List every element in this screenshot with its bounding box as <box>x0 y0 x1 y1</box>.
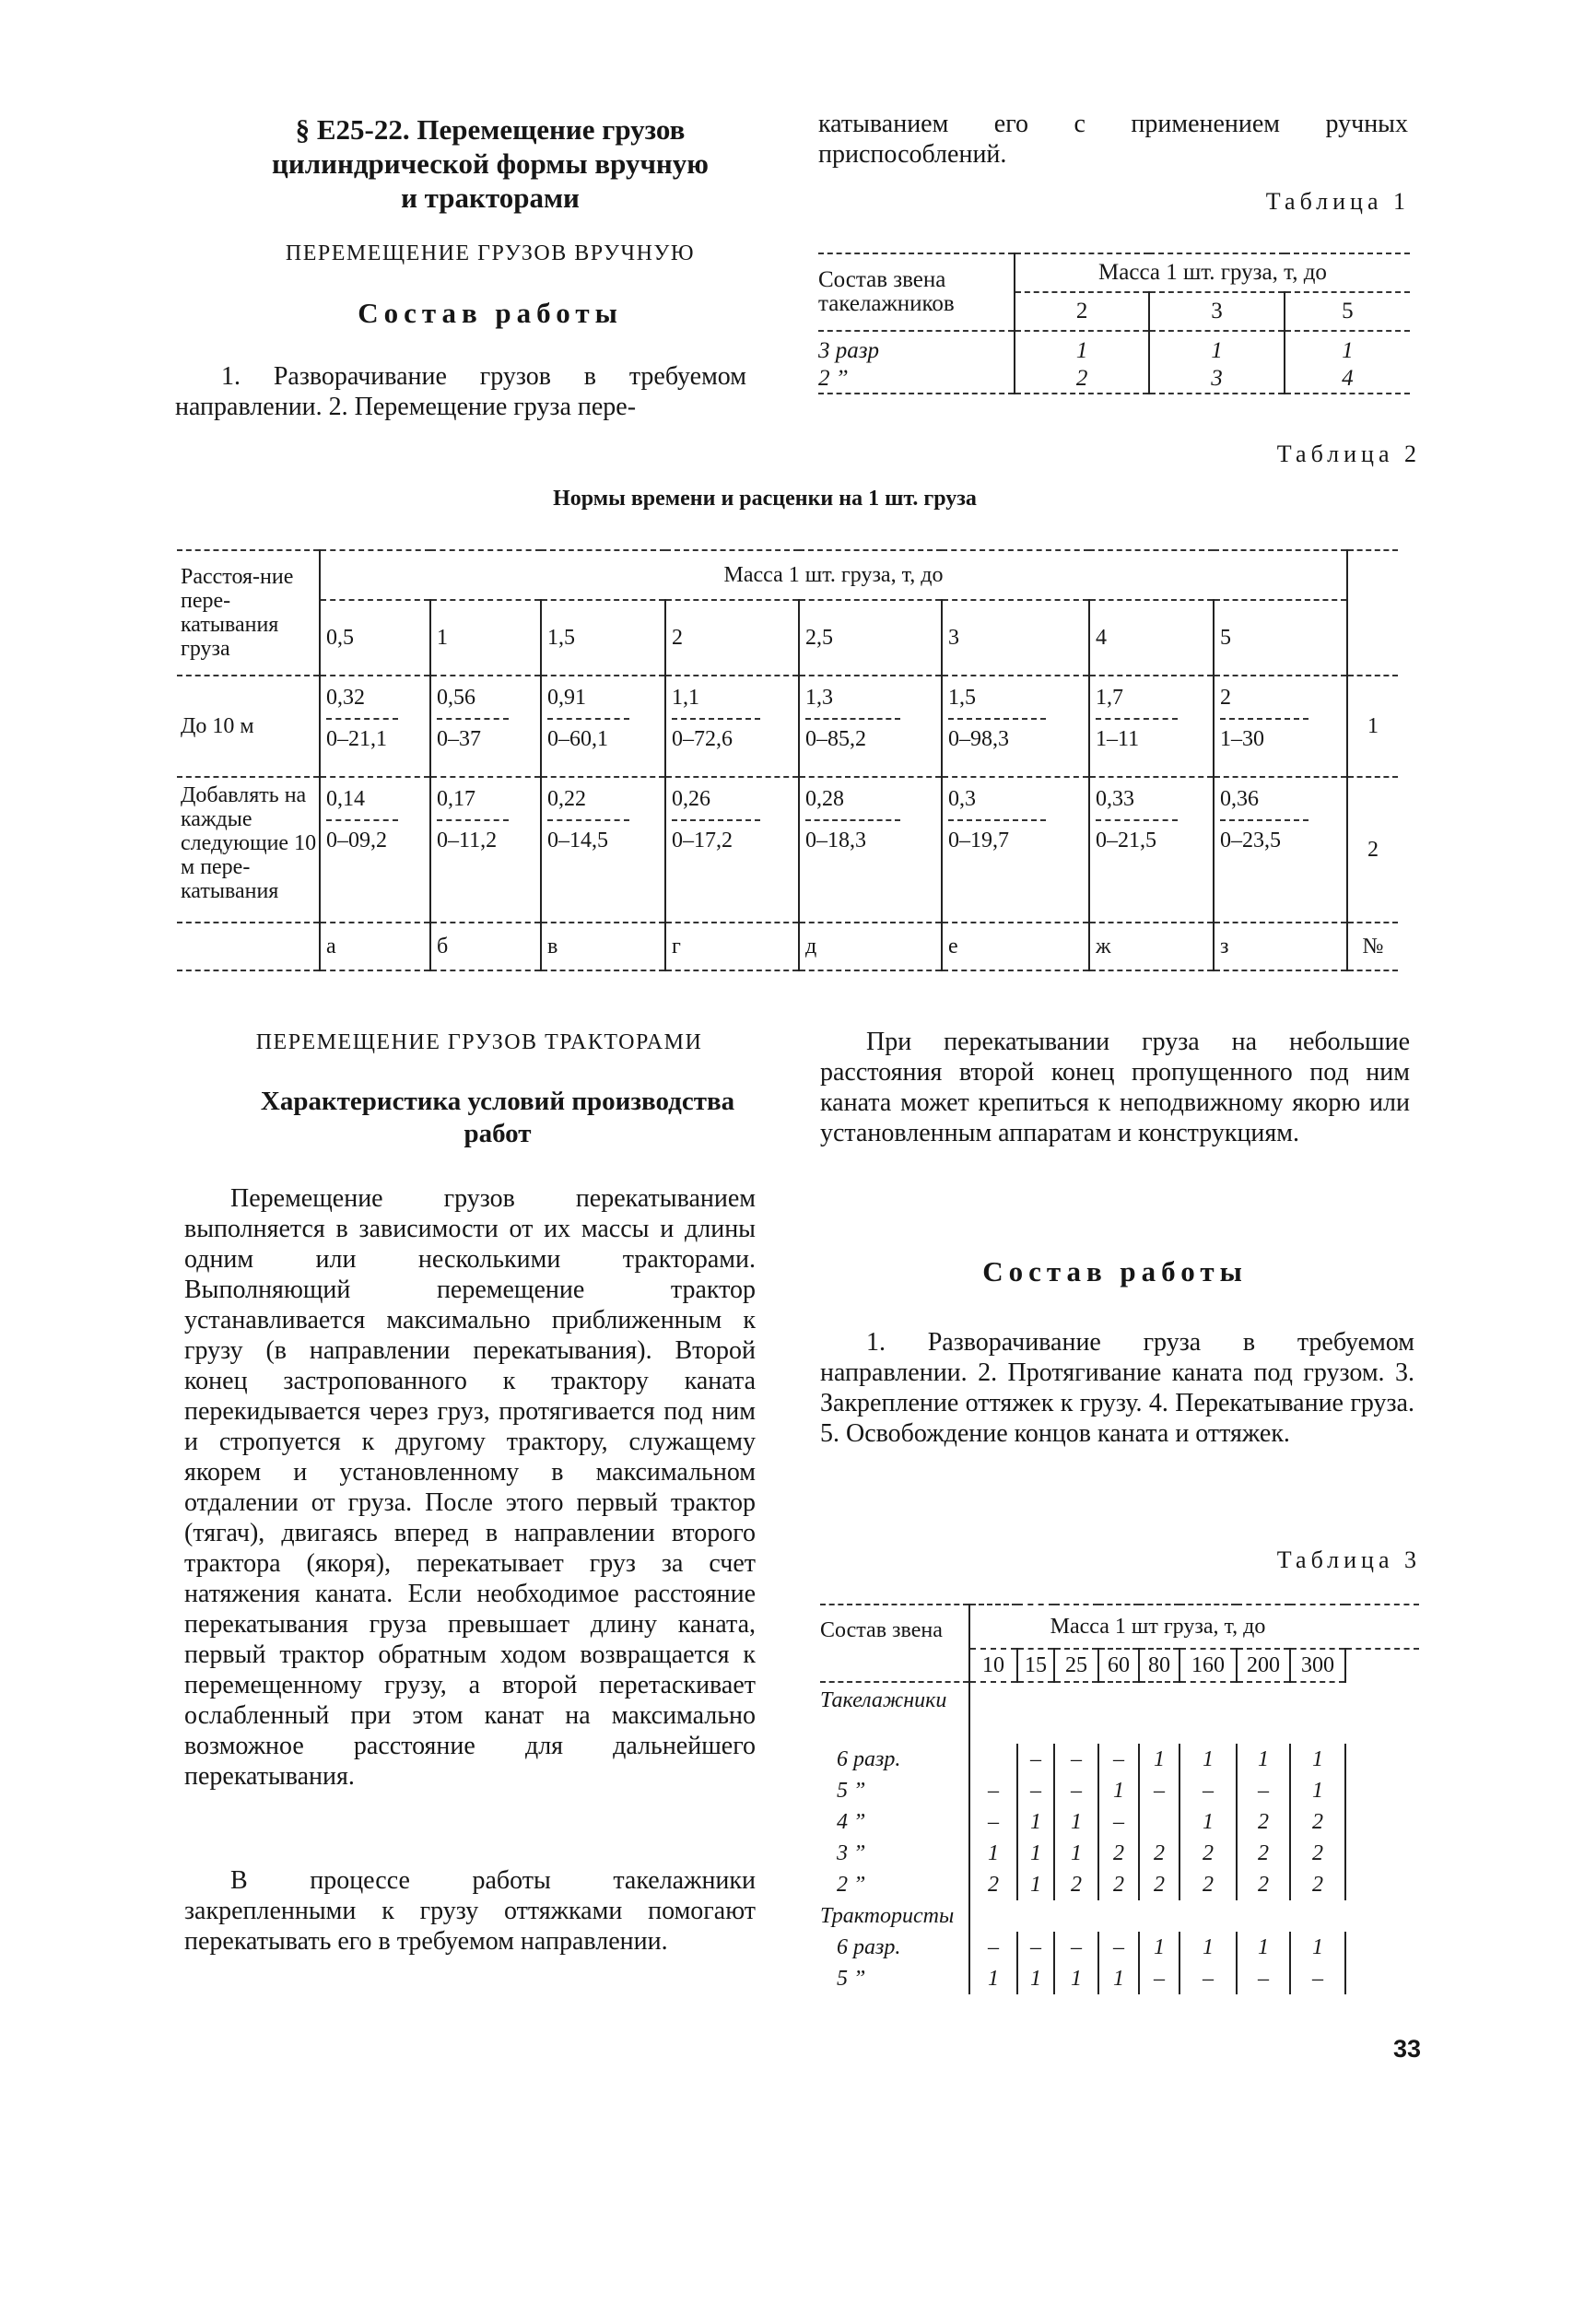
table3-cell: – <box>1139 1963 1179 1994</box>
table3-cell: – <box>1017 1775 1054 1806</box>
table2-col-letter: в <box>541 923 665 970</box>
table2-rate: 0–21,1 <box>326 727 387 751</box>
section-title-line-2: цилиндрической формы вручную <box>272 147 709 180</box>
table3-mass: 25 <box>1054 1649 1098 1682</box>
section-title-line-3: и тракторами <box>401 182 580 214</box>
table3-row-pad <box>1345 1775 1419 1806</box>
table3-row-pad <box>1345 1806 1419 1838</box>
table2-mass: 5 <box>1214 600 1347 676</box>
tractors-paragraph-3: При перекатывании груза на небольшие расстояния второй конец пропущенного под ним каната может крепиться к неподвижному якорю или установленным аппаратам и конструкциям. <box>820 1028 1410 1147</box>
table3-cell: 1 <box>1054 1806 1098 1838</box>
table3-cell: 1 <box>1017 1869 1054 1900</box>
manual-work-text-cont: катыванием его с применением ручных приспособлений. <box>818 110 1408 169</box>
table2-rate: 0–37 <box>437 727 481 751</box>
table2-time-norm: 0,22 <box>547 783 629 821</box>
table3-mass-pad <box>1345 1649 1419 1682</box>
table3-cell: 1 <box>1290 1744 1345 1775</box>
table2-time-norm: 0,28 <box>805 783 900 821</box>
table3-mass-header: Масса 1 шт груза, т, до <box>969 1605 1345 1649</box>
table3-cell: 1 <box>1290 1775 1345 1806</box>
table3-row-pad <box>1345 1869 1419 1900</box>
tractors-work-text: 1. Разворачивание груза в требуемом направлении. 2. Протягивание каната под грузом. 3. Закрепление оттяжек к грузу. 4. Перекатывание груза. 5. Освобождение концов каната и оттяжек. <box>820 1328 1414 1448</box>
table1-label: Таблица 1 <box>1265 188 1410 215</box>
table2-cell <box>1089 676 1214 777</box>
table3-cell: 2 <box>1237 1869 1290 1900</box>
table2-mass: 0,5 <box>320 600 430 676</box>
table2-rate: 0–14,5 <box>547 829 608 852</box>
table3-cell: 2 <box>1139 1838 1179 1869</box>
table3-row-pad <box>1345 1932 1419 1963</box>
table2-rate: 0–19,7 <box>948 829 1009 852</box>
tractors-paragraph-2: В процессе работы такелажники закрепленными к грузу оттяжками помогают перекатывать его в требуемом направлении. <box>184 1866 756 1956</box>
table1-row-label: 2 ” <box>818 365 1015 394</box>
table3-cell: – <box>1017 1744 1054 1775</box>
table2-time-norm: 0,17 <box>437 783 509 821</box>
table2-rate: 0–09,2 <box>326 829 387 852</box>
table3-cell: – <box>969 1775 1017 1806</box>
section-title-line-1: § Е25-22. Перемещение грузов <box>295 113 686 146</box>
table3-cell: – <box>1054 1932 1098 1963</box>
table3-row-label: 4 ” <box>820 1806 969 1838</box>
table3-label: Таблица 3 <box>1276 1546 1421 1573</box>
table3-group-spacer <box>969 1900 1419 1932</box>
table3-row-pad <box>1345 1744 1419 1775</box>
table2-col-letter: г <box>665 923 799 970</box>
table2-time-norm: 2 <box>1220 682 1308 720</box>
table2-time-norm: 0,56 <box>437 682 509 720</box>
table2 <box>177 549 1398 971</box>
table3-row-label: 6 разр. <box>820 1932 969 1963</box>
table1-cell: 1 <box>1342 338 1354 363</box>
table1-col-header: Состав звена такелажников <box>818 253 1015 331</box>
table3-cell: 1 <box>1017 1806 1054 1838</box>
table2-time-norm: 0,26 <box>672 783 760 821</box>
table1-row-label: 3 разр <box>818 331 1015 365</box>
table3-group-riggers: Такелажники <box>820 1682 969 1744</box>
table3-cell: 2 <box>1237 1806 1290 1838</box>
table3-mass: 200 <box>1237 1649 1290 1682</box>
table2-cell <box>430 676 541 777</box>
table2-col-letter: д <box>799 923 942 970</box>
table2-rate: 0–18,3 <box>805 829 866 852</box>
table1-mass: 5 <box>1285 292 1410 331</box>
table2-header-blank <box>1347 550 1398 676</box>
table3-cell: 2 <box>1098 1869 1139 1900</box>
table2-time-norm: 1,3 <box>805 682 900 720</box>
table3-row-pad <box>1345 1963 1419 1994</box>
manual-composition-heading: Состав работы <box>358 297 623 329</box>
table3-row-label: 3 ” <box>820 1838 969 1869</box>
table2-row-label: До 10 м <box>177 676 320 777</box>
table3-cell: – <box>969 1932 1017 1963</box>
table3-cell: 2 <box>1139 1869 1179 1900</box>
table2-mass: 1,5 <box>541 600 665 676</box>
table3-cell: – <box>1098 1932 1139 1963</box>
table2-rate: 0–72,6 <box>672 727 733 751</box>
table2-rate: 0–23,5 <box>1220 829 1281 852</box>
table2-cell <box>541 777 665 923</box>
table3-cell: 2 <box>1237 1838 1290 1869</box>
table1-mass-header: Масса 1 шт. груза, т, до <box>1015 253 1410 292</box>
table3-cell: 2 <box>1179 1838 1237 1869</box>
table3-cell: 1 <box>1179 1744 1237 1775</box>
table3-cell: 1 <box>1017 1838 1054 1869</box>
table3-cell <box>1139 1806 1179 1838</box>
table3-cell: 1 <box>1139 1932 1179 1963</box>
table2-rate: 0–98,3 <box>948 727 1009 751</box>
table2-cell <box>799 676 942 777</box>
table3-cell: 1 <box>1237 1744 1290 1775</box>
table2-cell <box>665 676 799 777</box>
table3-cell: – <box>1179 1775 1237 1806</box>
tractors-paragraph-1: Перемещение грузов перекатыванием выполняется в зависимости от их массы и длины одним или несколькими тракторами. Выполняющий перемещение трактор устанавливается максимально приближенным к грузу (в направлении перекатывания). Второй конец застропованного к трактору каната перекидывается через груз, протягивается под ним и стропуется к другому трактору, служащему якорем и установленному в максимальном отдалении от груза. После этого первый трактор (тягач), двигаясь вперед в направлении второго трактора (якоря), перекатывает груз за счет натяжения каната. Если необходимое расстояние перекатывания груза превышает длину каната, первый трактор обратным ходом возвращается к перемещенному грузу, а второй перетаскивает ослабленный при этом канат на максимально возможное расстояние для дальнейшего перекатывания. <box>184 1184 756 1791</box>
table3-cell: – <box>1179 1963 1237 1994</box>
tractors-heading: ПЕРЕМЕЩЕНИЕ ГРУЗОВ ТРАКТОРАМИ <box>255 1030 703 1054</box>
table1 <box>818 253 1410 394</box>
table3-cell: – <box>1290 1963 1345 1994</box>
conditions-heading: Характеристика условий производства работ <box>260 1087 735 1148</box>
table2-cell <box>320 777 430 923</box>
table3-cell: – <box>1054 1775 1098 1806</box>
table3-mass: 160 <box>1179 1649 1237 1682</box>
table3-cell: – <box>1139 1775 1179 1806</box>
table2-rate: 0–17,2 <box>672 829 733 852</box>
table2-num-header: № <box>1362 934 1384 958</box>
table3-cell: 1 <box>1290 1932 1345 1963</box>
table2-mass: 2,5 <box>799 600 942 676</box>
table2-col-letter: а <box>320 923 430 970</box>
table3-group-tractorists: Трактористы <box>820 1900 969 1932</box>
table2-cell <box>320 676 430 777</box>
table2-rate: 1–11 <box>1096 727 1140 751</box>
table2-cell <box>942 777 1089 923</box>
table2-label: Таблица 2 <box>1276 441 1421 467</box>
table3-cell <box>969 1744 1017 1775</box>
table1-mass: 3 <box>1149 292 1284 331</box>
table2-row-header: Расстоя-ние пере-катывания груза <box>177 550 320 676</box>
table2-col-letter: б <box>430 923 541 970</box>
table2-mass: 1 <box>430 600 541 676</box>
table2-rate: 0–11,2 <box>437 829 498 852</box>
table3-cell: 2 <box>1290 1806 1345 1838</box>
table3-mass: 15 <box>1017 1649 1054 1682</box>
table3-cell: – <box>1098 1744 1139 1775</box>
table2-caption: Нормы времени и расценки на 1 шт. груза <box>553 487 977 511</box>
table2-rate: 0–21,5 <box>1096 829 1156 852</box>
table3-cell: 2 <box>1098 1838 1139 1869</box>
table3-mass: 10 <box>969 1649 1017 1682</box>
table3-cell: 2 <box>1290 1838 1345 1869</box>
table3-cell: 1 <box>1054 1838 1098 1869</box>
table3-cell: – <box>1237 1963 1290 1994</box>
table3-cell: – <box>1098 1806 1139 1838</box>
table3-row-label: 5 ” <box>820 1775 969 1806</box>
table3-row-label: 2 ” <box>820 1869 969 1900</box>
table3-col-header: Состав звена <box>820 1605 969 1682</box>
table1-cell: 3 <box>1149 365 1284 394</box>
table2-time-norm: 1,5 <box>948 682 1046 720</box>
table2-col-letter: е <box>942 923 1089 970</box>
table3-cell: 1 <box>1179 1932 1237 1963</box>
table3-cell: – <box>1054 1744 1098 1775</box>
table2-row-label: Добавлять на каждые следующие 10 м пере-катывания <box>177 777 320 923</box>
table3-cell: 2 <box>1054 1869 1098 1900</box>
table2-mass: 3 <box>942 600 1089 676</box>
table2-mass: 2 <box>665 600 799 676</box>
table1-mass: 2 <box>1015 292 1149 331</box>
table3-cell: 2 <box>969 1869 1017 1900</box>
table2-cell <box>1214 777 1347 923</box>
table3-cell: 1 <box>1098 1775 1139 1806</box>
table3-cell: 1 <box>1139 1744 1179 1775</box>
table2-time-norm: 0,32 <box>326 682 398 720</box>
table2-time-norm: 1,7 <box>1096 682 1178 720</box>
table3-cell: 1 <box>1179 1806 1237 1838</box>
table3-mass: 80 <box>1139 1649 1179 1682</box>
table3-mass: 300 <box>1290 1649 1345 1682</box>
table3-cell: – <box>1237 1775 1290 1806</box>
table3-cell: 1 <box>1237 1932 1290 1963</box>
table1-cell: 2 <box>1015 365 1149 394</box>
table2-rate: 0–60,1 <box>547 727 608 751</box>
tractors-composition-heading: Состав работы <box>982 1255 1248 1287</box>
table2-mass: 4 <box>1089 600 1214 676</box>
page-number: 33 <box>1392 2035 1421 2063</box>
table3-cell: 1 <box>969 1838 1017 1869</box>
table3-cell: – <box>969 1806 1017 1838</box>
table2-time-norm: 0,33 <box>1096 783 1178 821</box>
table1-cell: 4 <box>1342 366 1354 391</box>
table2-cell <box>541 676 665 777</box>
table2-mass-header: Масса 1 шт. груза, т, до <box>320 550 1347 600</box>
table3-cell: 1 <box>1017 1963 1054 1994</box>
table1-cell: 1 <box>1149 331 1284 365</box>
table3-cell: 2 <box>1179 1869 1237 1900</box>
table3-cell: 1 <box>1098 1963 1139 1994</box>
table2-cell <box>1214 676 1347 777</box>
table2-rate: 0–85,2 <box>805 727 866 751</box>
table2-col-letter: ж <box>1089 923 1214 970</box>
table3-row-pad <box>1345 1838 1419 1869</box>
table2-row-number: 2 <box>1347 777 1398 923</box>
table2-time-norm: 0,14 <box>326 783 398 821</box>
table2-time-norm: 0,91 <box>547 682 629 720</box>
table2-col-letter: з <box>1214 923 1347 970</box>
table3-cell: – <box>1017 1932 1054 1963</box>
manual-heading: ПЕРЕМЕЩЕНИЕ ГРУЗОВ ВРУЧНУЮ <box>285 241 696 265</box>
table3-mass: 60 <box>1098 1649 1139 1682</box>
table3-row-label: 5 ” <box>820 1963 969 1994</box>
table3-group-spacer <box>969 1682 1419 1744</box>
manual-work-text: 1. Разворачивание грузов в требуемом направлении. 2. Перемещение груза пере- <box>175 362 746 421</box>
table3-cell: 1 <box>969 1963 1017 1994</box>
table3-row-label: 6 разр. <box>820 1744 969 1775</box>
table2-time-norm: 0,36 <box>1220 783 1308 821</box>
table2-time-norm: 0,3 <box>948 783 1046 821</box>
table2-cell <box>430 777 541 923</box>
table1-cell: 1 <box>1015 331 1149 365</box>
table2-row-number: 1 <box>1347 676 1398 777</box>
table3 <box>820 1604 1419 1994</box>
table2-cell <box>942 676 1089 777</box>
table2-cell <box>799 777 942 923</box>
table2-letter-blank <box>177 923 320 970</box>
table2-rate: 1–30 <box>1220 727 1264 751</box>
table3-cell: 2 <box>1290 1869 1345 1900</box>
table2-cell <box>1089 777 1214 923</box>
table2-time-norm: 1,1 <box>672 682 760 720</box>
table3-cell: 1 <box>1054 1963 1098 1994</box>
table3-header-blank <box>1345 1605 1419 1649</box>
table2-cell <box>665 777 799 923</box>
